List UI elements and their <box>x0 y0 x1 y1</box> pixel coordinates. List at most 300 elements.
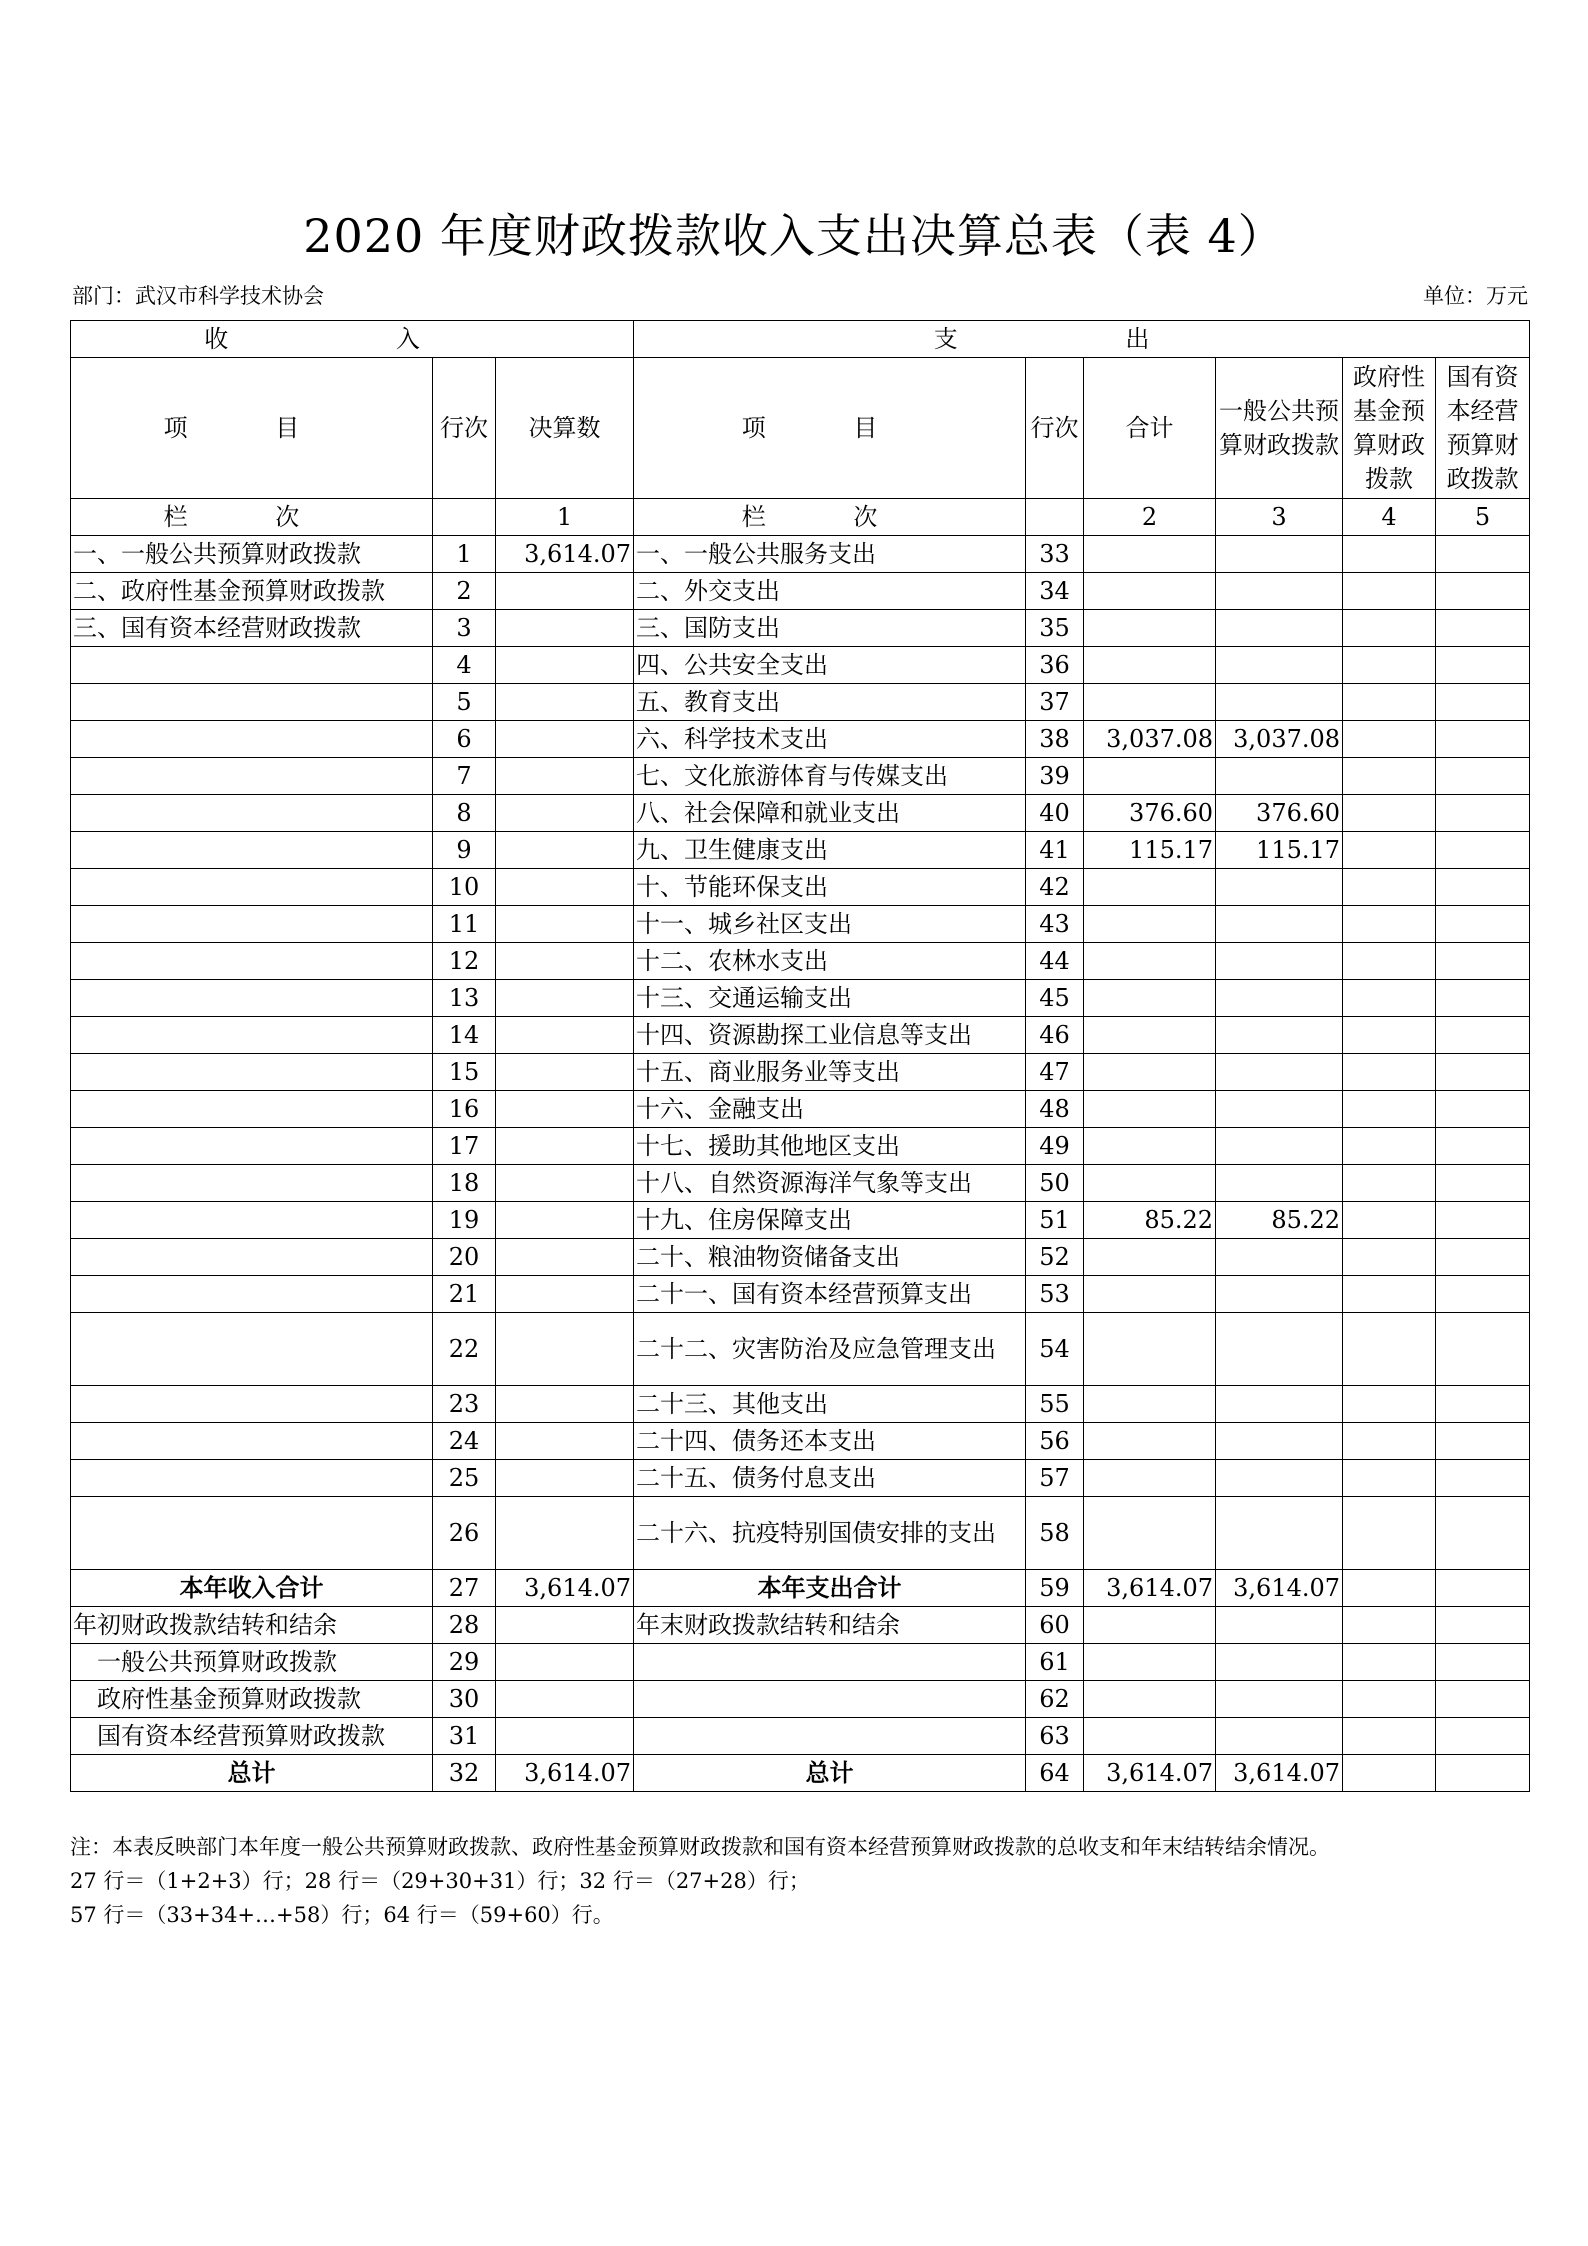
state-capital-cell <box>1436 795 1530 832</box>
total-cell <box>1084 536 1216 573</box>
table-row <box>71 1460 1530 1497</box>
general-budget-cell <box>1216 943 1343 980</box>
income-row-no-cell: 8 <box>433 795 496 832</box>
expense-row-no-cell: 64 <box>1026 1755 1084 1792</box>
table-row <box>71 795 1530 832</box>
table-row <box>71 684 1530 721</box>
table-row <box>71 1128 1530 1165</box>
expense-row-no-cell: 52 <box>1026 1239 1084 1276</box>
expense-row-no-cell: 39 <box>1026 758 1084 795</box>
total-cell <box>1084 1017 1216 1054</box>
general-budget-cell: 3,614.07 <box>1216 1755 1343 1792</box>
income-amount-cell <box>496 943 634 980</box>
gov-fund-cell <box>1343 1128 1436 1165</box>
table-row <box>71 758 1530 795</box>
expense-item-cell: 三、国防支出 <box>634 610 1026 647</box>
gov-fund-cell <box>1343 1313 1436 1386</box>
total-cell: 85.22 <box>1084 1202 1216 1239</box>
income-amount-cell <box>496 721 634 758</box>
state-capital-cell <box>1436 943 1530 980</box>
general-budget-cell <box>1216 1054 1343 1091</box>
expense-item-cell: 二、外交支出 <box>634 573 1026 610</box>
income-item-cell <box>71 795 433 832</box>
total-cell <box>1084 1054 1216 1091</box>
gov-fund-cell <box>1343 1718 1436 1755</box>
state-capital-cell <box>1436 610 1530 647</box>
gov-fund-cell <box>1343 1165 1436 1202</box>
total-cell <box>1084 980 1216 1017</box>
general-budget-cell <box>1216 980 1343 1017</box>
table-row <box>71 1054 1530 1091</box>
table-row <box>71 832 1530 869</box>
income-item-cell <box>71 832 433 869</box>
total-cell: 3,614.07 <box>1084 1755 1216 1792</box>
total-cell <box>1084 610 1216 647</box>
expense-item-cell: 九、卫生健康支出 <box>634 832 1026 869</box>
table-row <box>71 573 1530 610</box>
income-amount-cell: 3,614.07 <box>496 1755 634 1792</box>
gov-fund-cell <box>1343 795 1436 832</box>
gov-fund-cell <box>1343 1423 1436 1460</box>
income-item-cell <box>71 1460 433 1497</box>
gov-fund-cell <box>1343 1386 1436 1423</box>
total-cell <box>1084 1497 1216 1570</box>
income-amount-cell <box>496 573 634 610</box>
income-row-no-cell: 27 <box>433 1570 496 1607</box>
note-line: 57 行＝（33+34+…+58）行；64 行＝（59+60）行。 <box>70 1903 614 1927</box>
income-item-cell <box>71 1165 433 1202</box>
general-budget-cell: 3,614.07 <box>1216 1570 1343 1607</box>
total-cell <box>1084 1165 1216 1202</box>
income-row-no-cell: 21 <box>433 1276 496 1313</box>
expense-row-no-cell: 55 <box>1026 1386 1084 1423</box>
income-item-cell: 三、国有资本经营财政拨款 <box>71 610 433 647</box>
table-row <box>71 1755 1530 1792</box>
income-amount-cell <box>496 1239 634 1276</box>
expense-row-no-cell: 58 <box>1026 1497 1084 1570</box>
income-item-cell <box>71 1497 433 1570</box>
general-budget-cell <box>1216 1681 1343 1718</box>
income-row-no-cell: 23 <box>433 1386 496 1423</box>
unit-label: 单位：万元 <box>1423 284 1528 308</box>
income-row-no-cell: 19 <box>433 1202 496 1239</box>
general-budget-cell <box>1216 1128 1343 1165</box>
state-capital-cell <box>1436 1718 1530 1755</box>
total-cell <box>1084 573 1216 610</box>
expense-item-cell: 八、社会保障和就业支出 <box>634 795 1026 832</box>
table-row <box>71 943 1530 980</box>
gov-fund-cell <box>1343 758 1436 795</box>
gov-fund-cell <box>1343 1091 1436 1128</box>
state-capital-cell <box>1436 1276 1530 1313</box>
income-item-cell <box>71 1091 433 1128</box>
income-item-cell: 一、一般公共预算财政拨款 <box>71 536 433 573</box>
table-body <box>71 536 1530 1792</box>
state-capital-cell <box>1436 1239 1530 1276</box>
expense-item-cell: 六、科学技术支出 <box>634 721 1026 758</box>
col-number-2: 2 <box>1084 499 1216 536</box>
expense-row-no-cell: 41 <box>1026 832 1084 869</box>
total-cell <box>1084 943 1216 980</box>
income-item-cell <box>71 1202 433 1239</box>
table-row <box>71 1718 1530 1755</box>
income-item-cell <box>71 1313 433 1386</box>
table-row <box>71 906 1530 943</box>
general-budget-cell: 376.60 <box>1216 795 1343 832</box>
expense-row-no-cell: 33 <box>1026 536 1084 573</box>
expense-item-cell: 五、教育支出 <box>634 684 1026 721</box>
expense-header: 支 出 <box>634 321 1530 358</box>
table-row <box>71 1607 1530 1644</box>
general-budget-cell: 85.22 <box>1216 1202 1343 1239</box>
income-row-no-cell: 29 <box>433 1644 496 1681</box>
income-item-cell <box>71 869 433 906</box>
gov-fund-cell <box>1343 1681 1436 1718</box>
income-row-no-cell: 31 <box>433 1718 496 1755</box>
expense-row-no-cell: 59 <box>1026 1570 1084 1607</box>
total-cell: 115.17 <box>1084 832 1216 869</box>
gov-fund-cell <box>1343 943 1436 980</box>
col-number-3: 3 <box>1216 499 1343 536</box>
gov-fund-cell <box>1343 1570 1436 1607</box>
income-row-no-cell: 20 <box>433 1239 496 1276</box>
income-item-cell <box>71 647 433 684</box>
expense-item-cell: 一、一般公共服务支出 <box>634 536 1026 573</box>
general-budget-cell <box>1216 1017 1343 1054</box>
expense-item-cell: 四、公共安全支出 <box>634 647 1026 684</box>
expense-row-no-cell: 62 <box>1026 1681 1084 1718</box>
expense-item-cell: 十五、商业服务业等支出 <box>634 1054 1026 1091</box>
expense-item-cell: 总计 <box>634 1755 1026 1792</box>
expense-row-no-cell: 47 <box>1026 1054 1084 1091</box>
expense-item-cell: 十八、自然资源海洋气象等支出 <box>634 1165 1026 1202</box>
state-capital-cell <box>1436 1460 1530 1497</box>
expense-item-cell: 七、文化旅游体育与传媒支出 <box>634 758 1026 795</box>
general-budget-cell <box>1216 1091 1343 1128</box>
income-amount-cell <box>496 684 634 721</box>
income-amount-cell <box>496 1091 634 1128</box>
expense-row-no-cell: 46 <box>1026 1017 1084 1054</box>
note-line: 27 行＝（1+2+3）行；28 行＝（29+30+31）行；32 行＝（27+28）行； <box>70 1869 810 1893</box>
table-row <box>71 1239 1530 1276</box>
expense-row-no-cell: 36 <box>1026 647 1084 684</box>
total-cell <box>1084 684 1216 721</box>
budget-summary-table <box>70 320 1530 1792</box>
income-amount-cell <box>496 758 634 795</box>
income-amount-cell <box>496 610 634 647</box>
income-row-no-header: 行次 <box>433 358 496 499</box>
general-budget-cell <box>1216 1607 1343 1644</box>
income-item-cell: 一般公共预算财政拨款 <box>71 1644 433 1681</box>
income-amount-cell <box>496 1054 634 1091</box>
income-amount-cell <box>496 1202 634 1239</box>
total-cell <box>1084 1644 1216 1681</box>
gov-fund-cell <box>1343 610 1436 647</box>
income-item-cell <box>71 684 433 721</box>
expense-item-cell: 十九、住房保障支出 <box>634 1202 1026 1239</box>
income-item-cell: 国有资本经营预算财政拨款 <box>71 1718 433 1755</box>
table-row <box>71 1644 1530 1681</box>
state-capital-cell <box>1436 1644 1530 1681</box>
income-row-no-cell: 4 <box>433 647 496 684</box>
gov-fund-cell <box>1343 869 1436 906</box>
state-capital-cell <box>1436 573 1530 610</box>
income-amount-cell <box>496 980 634 1017</box>
income-amount-cell <box>496 1165 634 1202</box>
table-row <box>71 647 1530 684</box>
income-item-cell <box>71 1128 433 1165</box>
income-item-cell <box>71 1054 433 1091</box>
state-capital-cell <box>1436 869 1530 906</box>
col-number-4: 4 <box>1343 499 1436 536</box>
table-row <box>71 1423 1530 1460</box>
income-item-cell <box>71 980 433 1017</box>
expense-item-cell: 二十四、债务还本支出 <box>634 1423 1026 1460</box>
income-row-no-cell: 26 <box>433 1497 496 1570</box>
state-capital-cell <box>1436 1091 1530 1128</box>
expense-item-cell: 十二、农林水支出 <box>634 943 1026 980</box>
income-amount-cell <box>496 1607 634 1644</box>
state-capital-cell <box>1436 684 1530 721</box>
expense-item-cell: 本年支出合计 <box>634 1570 1026 1607</box>
income-amount-cell <box>496 832 634 869</box>
general-budget-cell <box>1216 647 1343 684</box>
gov-fund-cell <box>1343 1644 1436 1681</box>
income-item-cell: 政府性基金预算财政拨款 <box>71 1681 433 1718</box>
income-row-no-cell: 22 <box>433 1313 496 1386</box>
income-item-cell <box>71 758 433 795</box>
income-row-no-cell: 16 <box>433 1091 496 1128</box>
expense-row-no-cell: 42 <box>1026 869 1084 906</box>
state-capital-cell <box>1436 1054 1530 1091</box>
state-capital-header: 国有资本经营预算财政拨款 <box>1436 358 1530 499</box>
total-cell <box>1084 1313 1216 1386</box>
expense-row-no-cell: 40 <box>1026 795 1084 832</box>
state-capital-cell <box>1436 1570 1530 1607</box>
general-budget-cell: 115.17 <box>1216 832 1343 869</box>
expense-row-no-cell: 53 <box>1026 1276 1084 1313</box>
income-item-cell <box>71 1276 433 1313</box>
expense-row-no-cell: 37 <box>1026 684 1084 721</box>
total-cell <box>1084 1718 1216 1755</box>
expense-row-no-cell: 56 <box>1026 1423 1084 1460</box>
income-amount-cell: 3,614.07 <box>496 536 634 573</box>
income-row-no-cell: 2 <box>433 573 496 610</box>
expense-item-cell: 十一、城乡社区支出 <box>634 906 1026 943</box>
expense-row-no-cell: 61 <box>1026 1644 1084 1681</box>
gov-fund-cell <box>1343 573 1436 610</box>
general-budget-cell <box>1216 1239 1343 1276</box>
gov-fund-cell <box>1343 684 1436 721</box>
total-cell <box>1084 1091 1216 1128</box>
expense-row-no-cell: 49 <box>1026 1128 1084 1165</box>
table-row <box>71 610 1530 647</box>
general-budget-cell <box>1216 536 1343 573</box>
empty-cell <box>433 499 496 536</box>
income-item-cell <box>71 721 433 758</box>
income-row-no-cell: 15 <box>433 1054 496 1091</box>
income-row-no-cell: 5 <box>433 684 496 721</box>
total-cell <box>1084 1607 1216 1644</box>
general-budget-cell <box>1216 1423 1343 1460</box>
gov-fund-cell <box>1343 906 1436 943</box>
income-row-no-cell: 6 <box>433 721 496 758</box>
income-item-cell: 总计 <box>71 1755 433 1792</box>
income-row-no-cell: 18 <box>433 1165 496 1202</box>
gov-fund-cell <box>1343 1054 1436 1091</box>
state-capital-cell <box>1436 1017 1530 1054</box>
gov-fund-cell <box>1343 1239 1436 1276</box>
table-row <box>71 1386 1530 1423</box>
table-row <box>71 1091 1530 1128</box>
income-amount-cell <box>496 1681 634 1718</box>
table-row <box>71 536 1530 573</box>
general-budget-cell <box>1216 1313 1343 1386</box>
income-item-header: 项 目 <box>71 358 433 499</box>
notes <box>70 1830 1530 1932</box>
income-amount-cell <box>496 1644 634 1681</box>
state-capital-cell <box>1436 758 1530 795</box>
expense-item-cell: 十、节能环保支出 <box>634 869 1026 906</box>
income-amount-cell <box>496 1497 634 1570</box>
table-row <box>71 1165 1530 1202</box>
total-cell <box>1084 869 1216 906</box>
expense-item-cell: 二十六、抗疫特别国债安排的支出 <box>634 1497 1026 1570</box>
expense-item-cell: 十四、资源勘探工业信息等支出 <box>634 1017 1026 1054</box>
expense-item-cell <box>634 1681 1026 1718</box>
expense-row-no-cell: 38 <box>1026 721 1084 758</box>
expense-row-no-cell: 51 <box>1026 1202 1084 1239</box>
gov-fund-cell <box>1343 1202 1436 1239</box>
state-capital-cell <box>1436 980 1530 1017</box>
expense-item-cell: 二十三、其他支出 <box>634 1386 1026 1423</box>
col-number-5: 5 <box>1436 499 1530 536</box>
state-capital-cell <box>1436 1497 1530 1570</box>
expense-row-no-cell: 48 <box>1026 1091 1084 1128</box>
state-capital-cell <box>1436 1755 1530 1792</box>
total-cell: 3,037.08 <box>1084 721 1216 758</box>
expense-item-cell: 二十五、债务付息支出 <box>634 1460 1026 1497</box>
expense-row-no-cell: 43 <box>1026 906 1084 943</box>
income-amount-cell <box>496 1128 634 1165</box>
total-cell <box>1084 1276 1216 1313</box>
state-capital-cell <box>1436 1423 1530 1460</box>
total-cell <box>1084 1423 1216 1460</box>
income-row-no-cell: 10 <box>433 869 496 906</box>
table-row <box>71 1681 1530 1718</box>
income-item-cell: 本年收入合计 <box>71 1570 433 1607</box>
general-budget-cell <box>1216 1718 1343 1755</box>
income-row-no-cell: 28 <box>433 1607 496 1644</box>
income-amount-cell <box>496 795 634 832</box>
general-budget-cell <box>1216 1386 1343 1423</box>
expense-item-header: 项 目 <box>634 358 1026 499</box>
income-amount-cell <box>496 647 634 684</box>
gov-fund-cell <box>1343 1607 1436 1644</box>
expense-row-no-cell: 57 <box>1026 1460 1084 1497</box>
income-amount-cell <box>496 1718 634 1755</box>
expense-row-no-cell: 63 <box>1026 1718 1084 1755</box>
income-row-no-cell: 1 <box>433 536 496 573</box>
table-row <box>71 869 1530 906</box>
page-title: 2020 年度财政拨款收入支出决算总表（表 4） <box>303 209 1285 263</box>
expense-item-cell <box>634 1644 1026 1681</box>
total-cell <box>1084 647 1216 684</box>
general-budget-cell <box>1216 573 1343 610</box>
expense-item-cell: 二十、粮油物资储备支出 <box>634 1239 1026 1276</box>
expense-item-cell <box>634 1718 1026 1755</box>
income-amount-cell: 3,614.07 <box>496 1570 634 1607</box>
expense-item-cell: 十七、援助其他地区支出 <box>634 1128 1026 1165</box>
state-capital-cell <box>1436 1128 1530 1165</box>
income-row-no-cell: 25 <box>433 1460 496 1497</box>
state-capital-cell <box>1436 721 1530 758</box>
expense-row-no-cell: 34 <box>1026 573 1084 610</box>
income-row-no-cell: 7 <box>433 758 496 795</box>
gov-fund-cell <box>1343 1755 1436 1792</box>
gov-fund-cell <box>1343 980 1436 1017</box>
income-row-no-cell: 11 <box>433 906 496 943</box>
income-amount-cell <box>496 1276 634 1313</box>
general-budget-cell <box>1216 758 1343 795</box>
income-item-cell <box>71 1017 433 1054</box>
income-item-cell <box>71 943 433 980</box>
expense-item-cell: 十六、金融支出 <box>634 1091 1026 1128</box>
gov-fund-cell <box>1343 721 1436 758</box>
income-row-no-cell: 13 <box>433 980 496 1017</box>
income-amount-cell <box>496 1313 634 1386</box>
table-row <box>71 1313 1530 1386</box>
income-row-no-cell: 32 <box>433 1755 496 1792</box>
general-budget-cell <box>1216 1497 1343 1570</box>
total-cell <box>1084 1681 1216 1718</box>
income-row-no-cell: 30 <box>433 1681 496 1718</box>
total-cell <box>1084 1386 1216 1423</box>
gov-fund-cell <box>1343 832 1436 869</box>
total-cell <box>1084 1128 1216 1165</box>
state-capital-cell <box>1436 1165 1530 1202</box>
expense-item-cell: 二十一、国有资本经营预算支出 <box>634 1276 1026 1313</box>
income-row-no-cell: 17 <box>433 1128 496 1165</box>
income-amount-cell <box>496 869 634 906</box>
income-item-cell <box>71 1386 433 1423</box>
expense-item-cell: 十三、交通运输支出 <box>634 980 1026 1017</box>
expense-row-no-header: 行次 <box>1026 358 1084 499</box>
income-amount-cell <box>496 1460 634 1497</box>
state-capital-cell <box>1436 1202 1530 1239</box>
total-cell: 376.60 <box>1084 795 1216 832</box>
gov-fund-header: 政府性基金预算财政拨款 <box>1343 358 1436 499</box>
total-cell <box>1084 906 1216 943</box>
general-budget-cell <box>1216 684 1343 721</box>
expense-item-cell: 二十二、灾害防治及应急管理支出 <box>634 1313 1026 1386</box>
income-item-cell <box>71 906 433 943</box>
expense-row-no-cell: 50 <box>1026 1165 1084 1202</box>
general-budget-cell <box>1216 906 1343 943</box>
table-row <box>71 1570 1530 1607</box>
table-row <box>71 1202 1530 1239</box>
income-amount-cell <box>496 906 634 943</box>
general-budget-cell <box>1216 1276 1343 1313</box>
income-row-no-cell: 3 <box>433 610 496 647</box>
table-row <box>71 721 1530 758</box>
general-budget-cell <box>1216 1460 1343 1497</box>
income-row-no-cell: 9 <box>433 832 496 869</box>
gov-fund-cell <box>1343 536 1436 573</box>
gov-fund-cell <box>1343 1276 1436 1313</box>
state-capital-cell <box>1436 1313 1530 1386</box>
column-label-income: 栏 次 <box>71 499 433 536</box>
